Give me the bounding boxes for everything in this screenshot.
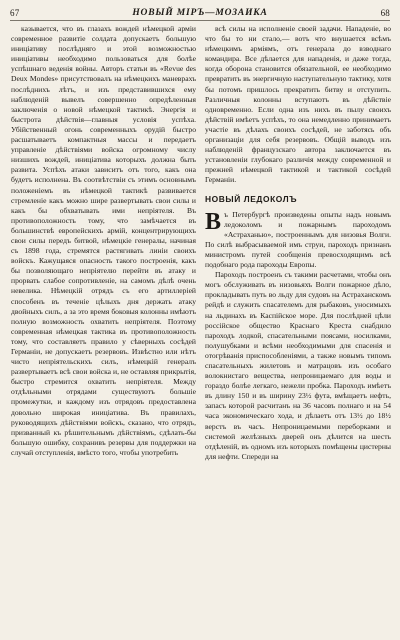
section-title: НОВЫЙ ЛЕДОКОЛЪ [205, 193, 298, 204]
right-paragraph-1: всѣ силы на исполненіе своей задачи. Нападеніе, во что бы то ни стало,— вотъ что внушается всѣмъ нѣмецкимъ арміямъ, отъ генерала до взводнаго командира. Все дѣлается для нападенія, и даже тогда, когда оборона становится обязательной, ее необходимо превратить въ энергичную наступательную тактику, хотя бы потомъ пришлось прекратить битву и отступить. Различныя колонны вступаютъ въ дѣйствіе одновременно. Если одна изъ нихъ въ пылу своихъ дѣйствій имѣетъ успѣхъ, то она немедленно принимаетъ участіе въ дѣлахъ своихъ сосѣдей, не заботясь объ организаціи для себя резервовъ. Общій выводъ изъ наблюденій французскаго автора заключается въ установленіи глубокаго различія между современной и прежней нѣмецкой тактикой и тактикой сосѣдей Германіи. [205, 24, 391, 185]
page-header [10, 6, 390, 20]
page-number-left: 67 [10, 8, 20, 18]
running-title: НОВЫЙ МІРЪ—МОЗАИКА [132, 8, 268, 18]
page-number-right: 68 [380, 8, 390, 18]
header-rule [10, 20, 390, 21]
right-paragraph-2: ъ Петербургѣ произведены опыты надъ новымъ ледоколомъ и пожарнымъ пароходомъ «Астраханью», построеннымъ для низовья Волги. По силѣ выбрасываемой имъ струи, пароходъ признанъ министромъ путей сообщенія превосходящимъ всѣ подобнаго рода пароходы Европы. [205, 209, 391, 270]
drop-cap: В [205, 208, 222, 235]
article-intro [205, 210, 391, 271]
right-column [205, 24, 391, 632]
right-paragraph-3: Пароходъ построенъ съ такими расчетами, чтобы онъ могъ обслуживать въ низовьяхъ Волги пожарное дѣло, прокладывать путь во льду для судовъ на Астраханскомъ рейдѣ и служить спасателемъ для рыбаковъ, уносимыхъ на льдинахъ въ Каспійское море. Для послѣдней цѣли россійское общество Краснаго Креста снабдило пароходъ лодкой, спасательными поясами, носилками, полушубками и всѣми необходимыми для спасенія и отогрѣванія приспособленіями, а также новымъ типомъ спасательныхъ жилетовъ и матрацовъ изъ особаго волокнистаго вещества, непроницаемаго для воды и гораздо болѣе легкаго, нежели пробка. Пароходъ имѣетъ въ длину 150 и въ ширину 23½ фута, вмѣщаетъ нефть, запасъ которой расчитанъ на 36 часовъ полнаго и на 54 часа экономическаго хода, и дѣлаетъ отъ 13½ до 18½ верстъ въ часъ. Непроницаемыми переборками и системой желѣзныхъ дверей онъ дѣлится на шесть отдѣленій, въ одномъ изъ которыхъ помѣщены цистерны для нефти. Спереди на [205, 270, 391, 461]
left-paragraph-1: казывается, что въ глазахъ вождей нѣмецкой арміи современное развитіе солдата допускаетъ большую иниціативу послѣдняго и этой возможностью иниціативы необходимо пользоваться для болѣе успѣшнаго веденія войны. Авторъ статьи въ «Revue des Deux Mondes» присутствовалъ на нѣмецкихъ маневрахъ послѣднихъ лѣтъ, и изъ представившихся ему наблюденій вывелъ совершенно опредѣленныя заключенія о новой нѣмецкой тактикѣ. Энергія и быстрота дѣйствія—главныя условія успѣха. Убійственный огонь современныхъ орудій быстро расшатываетъ компактныя массы и передаетъ управленіе дѣйствіями войска огромному числу низшихъ вождей, иниціатива которыхъ должна быть развита. Успѣхъ атаки зависитъ отъ того, какъ она будетъ исполнена. Въ соотвѣтствіи съ этимъ основнымъ положеніемъ въ нѣмецкой тактикѣ развивается стремленіе какъ можно шире развертывать свои силы и какъ бы обхватывать ими непріятеля. Въ противоположность тому, что замѣчается въ большинствѣ европейскихъ армій, концентрирующихъ свои силы передъ битвой, нѣмецкіе генералы, начиная съ 1898 года, стремятся растягивать линіи своихъ войскъ. Кажущаяся опасность такого построенія, какъ бы позволяющаго непріятелю перейти въ атаку и прорвать слабое сопротивленіе, на самомъ дѣлѣ очень невелика. Нѣмецкій отрядъ съ его артиллеріей способенъ въ теченіе цѣлыхъ дня держать атаку двойныхъ силъ, а за это время боковыя колонны имѣютъ полную возможность охватить непріятеля. Поэтому современная нѣмецкая тактика въ противоположность тому, что составляетъ правило у сѣверныхъ сосѣдей Германіи, не допускаетъ резервовъ. Извѣстно или нѣтъ чисто непріятельскихъ силъ, нѣмецкій генералъ развертываетъ всѣ свои войска и, не оставляя прикрытія, быстро стремится охватить непріятеля. Между отдѣльными отрядами существуютъ большіе промежутки, и каждому изъ отрядовъ предоставлена довольно широкая иниціатива. Въ правилахъ, руководящихъ дѣйствіями войскъ, сказано, что отрядъ, призванный къ рѣшительнымъ дѣйствіямъ, сдѣлать-бы большую ошибку, сохранивъ резервы для поддержки на случай отступленія, вмѣсто того, чтобы употребить [11, 24, 196, 457]
left-column [11, 24, 196, 632]
